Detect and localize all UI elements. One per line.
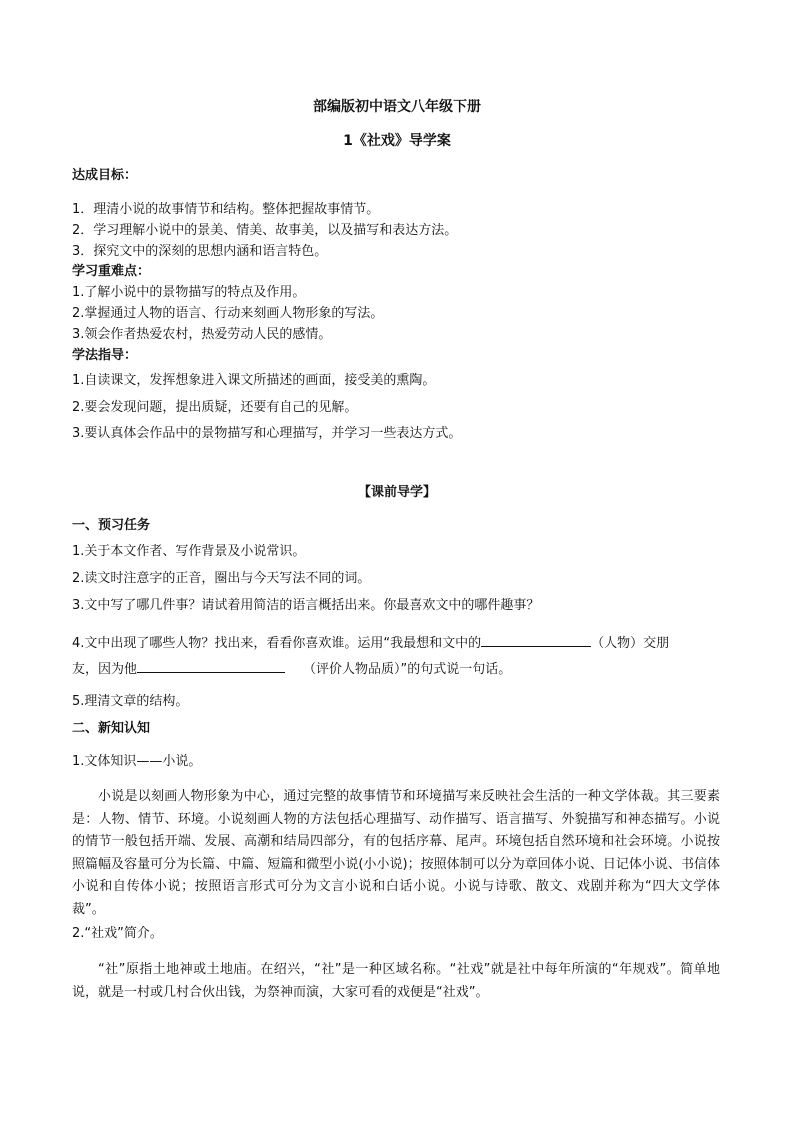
answer-blank[interactable]	[137, 658, 285, 673]
preview-task-text: （评价人物品质）”的句式说一句话。	[303, 662, 512, 677]
section-heading-knowledge: 二、新知认知	[72, 721, 151, 736]
preview-task-text: 友，因为他	[72, 662, 138, 677]
document-header: 部编版初中语文八年级下册	[313, 99, 481, 115]
document-title: 1《社戏》导学案	[343, 133, 451, 149]
knowledge-paragraph: 小说是以刻画人物形象为中心，通过完整的故事情节和环境描写来反映社会生活的一种文学体裁。其三要素是：人物、情节、环境。小说刻画人物的方法包括心理描写、动作描写、语言描写、外貌描写和神态描写。小说的情节一般包括开端、发展、高潮和结局四部分，有的包括序幕、尾声。环境包括自然环境和社会环境。小说按照篇幅及容量可分为长篇、中篇、短篇和微型小说(小小说)；按照体制可以分为章回体小说、日记体小说、书信体小说和自传体小说；按照语言形式可分为文言小说和白话小说。小说与诗歌、散文、戏剧并称为“四大文学体裁”。	[72, 789, 720, 917]
preview-task-text: （人物）交朋	[591, 636, 670, 651]
method-item: 2.要会发现问题，提出质疑，还要有自己的见解。	[72, 400, 358, 415]
preview-task: 5.理清文章的结构。	[72, 694, 189, 709]
answer-blank[interactable]	[481, 632, 591, 647]
goal-item: 1．理清小说的故事情节和结构。整体把握故事情节。	[72, 202, 380, 217]
preview-task-text: 4.文中出现了哪些人物？找出来，看看你喜欢谁。运用“我最想和文中的	[72, 636, 482, 651]
knowledge-title: 1.文体知识——小说。	[72, 754, 202, 769]
keypoint-item: 3.领会作者热爱农村，热爱劳动人民的感情。	[72, 327, 332, 342]
keypoint-item: 2.掌握通过人物的语言、行动来刻画人物形象的写法。	[72, 306, 384, 321]
section-heading-preview: 一、预习任务	[72, 518, 151, 533]
keypoint-item: 1.了解小说中的景物描写的特点及作用。	[72, 285, 306, 300]
preview-task: 2.读文时注意字的正音，圈出与今天写法不同的词。	[72, 571, 371, 586]
prestudy-banner: 【课前导学】	[357, 485, 436, 500]
methods-heading: 学法指导：	[72, 348, 138, 363]
method-item: 3.要认真体会作品中的景物描写和心理描写，并学习一些表达方式。	[72, 426, 462, 441]
knowledge-paragraph: “社”原指土地神或土地庙。在绍兴，“社”是一种区域名称。“社戏”就是社中每年所演的“年规戏”。简单地说，就是一村或几村合伙出钱，为祭神而演，大家可看的戏便是“社戏”。	[72, 962, 720, 1000]
keypoints-heading: 学习重难点：	[72, 264, 151, 279]
preview-task: 3.文中写了哪几件事？请试着用简洁的语言概括出来。你最喜欢文中的哪件趣事？	[72, 598, 540, 613]
preview-task-fill	[72, 632, 669, 654]
method-item: 1.自读课文，发挥想象进入课文所描述的画面，接受美的熏陶。	[72, 373, 436, 388]
goal-item: 2．学习理解小说中的景美、情美、故事美，以及描写和表达方法。	[72, 223, 458, 238]
preview-task: 1.关于本文作者、写作背景及小说常识。	[72, 544, 306, 559]
knowledge-title: 2.“社戏”简介。	[72, 926, 163, 941]
goal-item: 3．探究文中的深刻的思想内涵和语言特色。	[72, 244, 328, 259]
goals-heading: 达成目标：	[72, 168, 138, 183]
preview-task-fill	[72, 658, 511, 680]
